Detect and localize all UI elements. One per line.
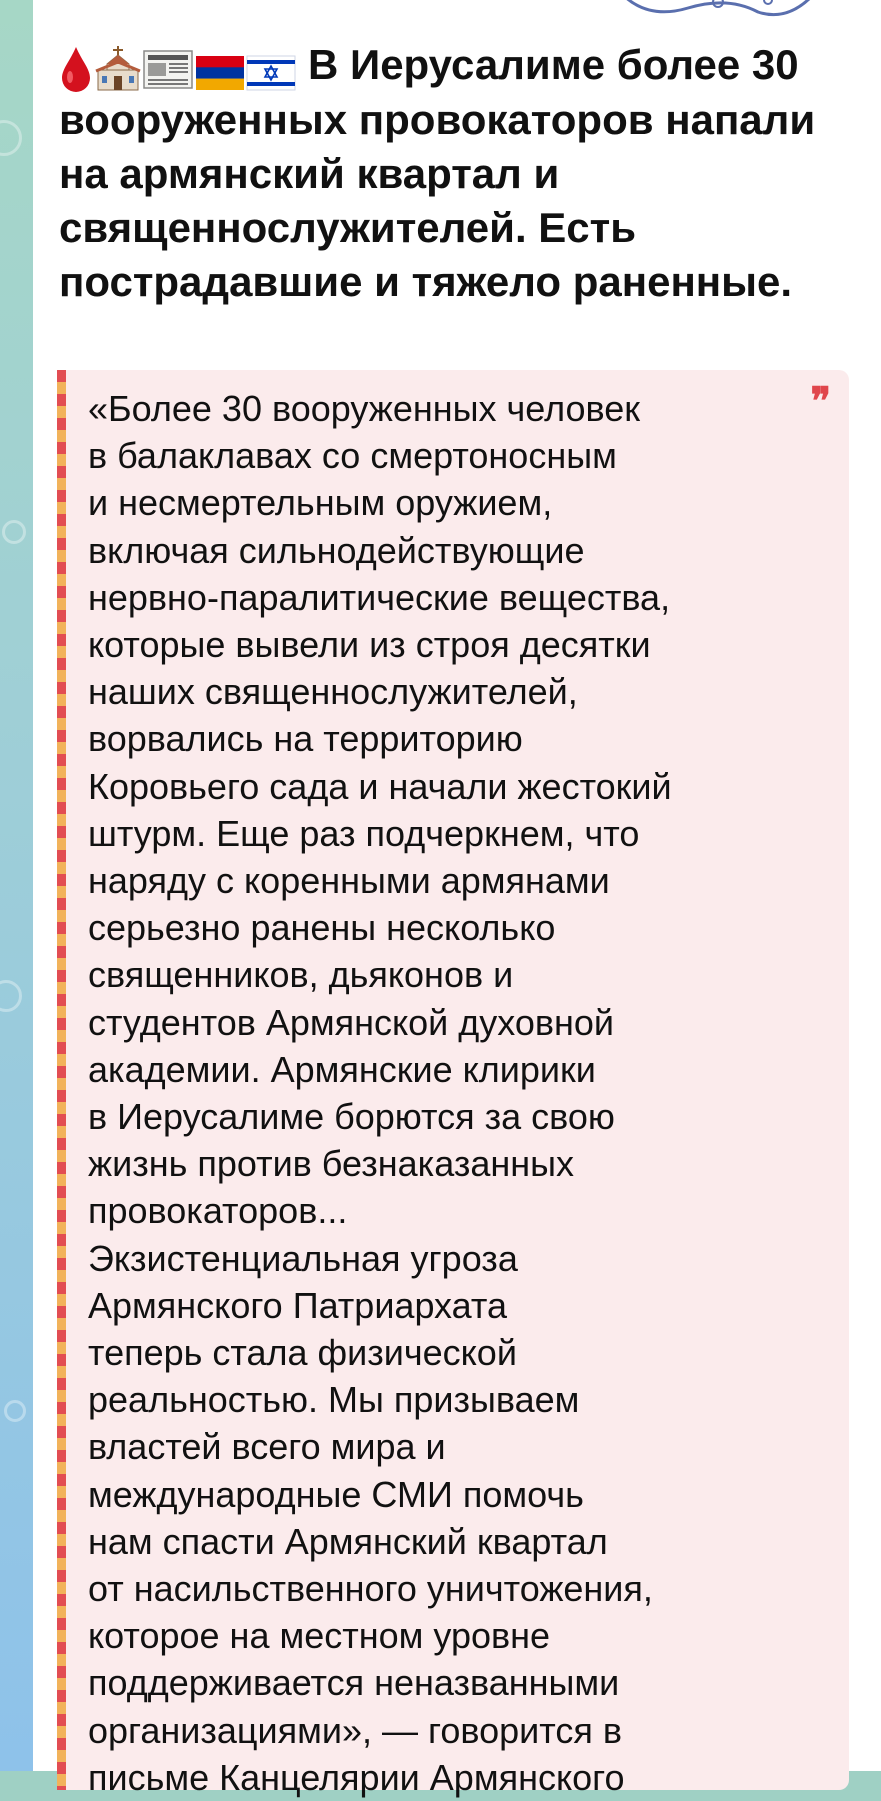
wallpaper-doodle [2,520,26,544]
flag-israel-icon [247,49,295,103]
quote-mark-icon: ❞ [810,378,831,423]
flag-armenia-icon [196,49,244,103]
post-headline [59,38,859,309]
headline-emoji-row [59,45,298,93]
wallpaper-doodle [4,1400,26,1422]
headline-text: В Иерусалиме более 30 вооруженных провокаторов напали на армянский квартал и священнослужителей. Есть пострадавшие и тяжело раненные. [59,41,816,306]
wallpaper-doodle [0,120,22,156]
quote-accent-bar [57,370,66,1790]
quote-text: «Более 30 вооруженных человек в балаклавах со смертоносным и несмертельным оружием, включая сильнодействующие нервно-паралитические вещества, которые вывели из строя десятки наших священнослужителей, ворвались на территорию Коровьего сада и начали жестокий штурм. Еще раз подчеркнем, что наряду с коренными армянами серьезно ранены несколько священников, дьяконов и студентов Армянской духовной академии. Армянские клирики в Иерусалиме борются за свою жизнь против безнаказанных провокаторов... Экзистенциальная угроза Армянского Патриархата теперь стала физической реальностью. Мы призываем властей всего мира и международные СМИ помочь нам спасти Армянский квартал от насильственного уничтожения, которое на местном уровне поддерживается неназванными организациями», — говорится в письме Канцелярии Армянского [88,388,672,1798]
sticker-image-edge [618,0,818,18]
wallpaper-doodle [0,980,22,1012]
message-bubble[interactable] [33,0,881,1798]
blockquote [57,370,849,1798]
